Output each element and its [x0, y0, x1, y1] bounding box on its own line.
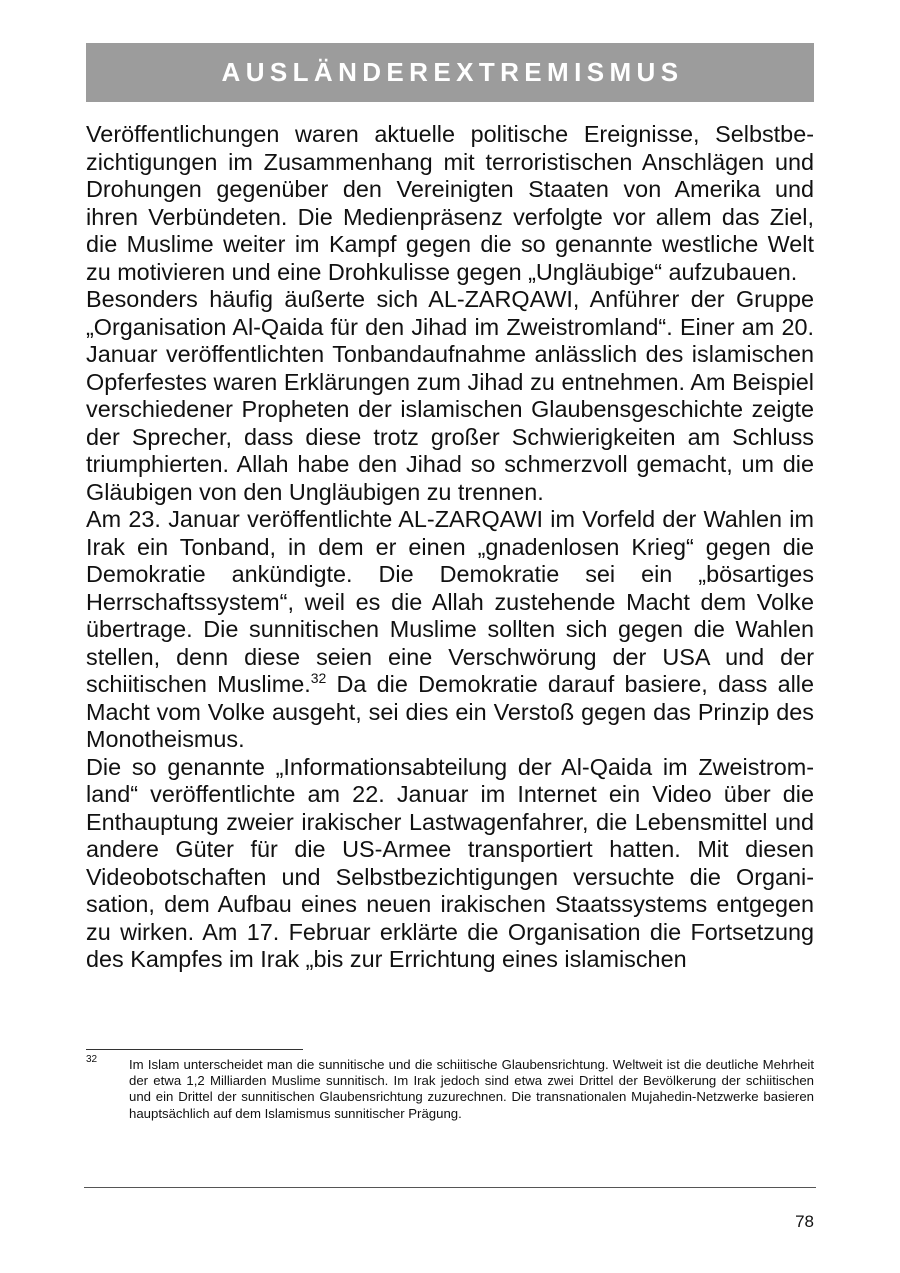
paragraph-2: Besonders häufig äußerte sich AL-ZARQAWI, Anführer der Gruppe „Organisation Al-Qaida für den Jihad im Zweistromland“. Einer am 20. Januar veröffentlichten Tonbandaufnahme anlässlich des islamischen Opferfestes waren Erklärungen zum Jihad zu entnehmen. Am Beispiel verschiedener Propheten der islamischen Glaubensgeschichte zeigte der Sprecher, dass diese trotz großer Schwierigkeiten am Schluss triumphierten. Allah habe den Jihad so schmerzvoll gemacht, um die Gläubigen von den Ungläubigen zu trennen.: [86, 286, 814, 505]
paragraph-3-part-2: Da die Demokratie darauf basiere, dass alle Macht vom Volke ausgeht, sei dies ein Verstoß gegen das Prinzip des Monotheismus.: [86, 671, 814, 752]
paragraph-3: [86, 506, 814, 754]
body-text: [86, 121, 814, 974]
paragraph-1: Veröffentlichungen waren aktuelle politische Ereignisse, Selbstbezichtigungen im Zusammenhang mit terroristischen Anschlägen und Drohungen gegenüber den Vereinigten Staaten von Amerika und ihren Verbündeten. Die Medienpräsenz verfolgte vor allem das Ziel, die Muslime weiter im Kampf gegen die so genannte westliche Welt zu motivieren und eine Drohkulisse gegen „Ungläubige“ aufzubauen.: [86, 121, 814, 285]
footnote-text: Im Islam unterscheidet man die sunnitische und die schiitische Glaubensrichtung. Weltweit ist die deutliche Mehrheit der etwa 1,2 Milliarden Muslime sunnitisch. Im Irak jedoch sind etwa zwei Drittel der Bevölkerung der schiitischen und ein Drittel der sunnitischen Glaubensrichtung zuzurechnen. Die transnationalen Mujahedin-Netzwerke basieren hauptsächlich auf dem Islamismus sunnitischer Prägung.: [129, 1057, 814, 1121]
paragraph-3-part-1: Am 23. Januar veröffentlichte AL-ZARQAWI im Vorfeld der Wahlen im Irak ein Tonband, in dem er einen „gnadenlosen Krieg“ gegen die Demokratie ankündigte. Die Demokratie sei ein „bösartiges Herrschaftssystem“, weil es die Allah zustehende Macht dem Volke übertrage. Die sunnitischen Muslime sollten sich gegen die Wahlen stellen, denn diese seien eine Verschwörung der USA und der schiitischen Muslime.: [86, 506, 814, 697]
chapter-header-band: [86, 43, 814, 102]
paragraph-4: Die so genannte „Informationsabteilung der Al-Qaida im Zweistromland“ veröffentlichte am 22. Januar im Internet ein Video über die Enthauptung zweier irakischer Lastwagenfahrer, die Lebensmittel und andere Güter für die US-Armee transportiert hatten. Mit diesen Videobotschaften und Selbstbezichtigungen versuchte die Organisation, dem Aufbau eines neuen irakischen Staatssystems entgegen zu wirken. Am 17. Februar erklärte die Organisation die Fortsetzung des Kampfes im Irak „bis zur Errichtung eines islamischen: [86, 753, 814, 972]
footnote-divider: [86, 1049, 303, 1050]
page-footer-rule: [84, 1187, 816, 1188]
footnote: [86, 1052, 814, 1122]
footnote-number: 32: [86, 1054, 98, 1065]
footnote-reference[interactable]: 32: [310, 670, 327, 686]
page-number: 78: [795, 1212, 814, 1231]
chapter-title: AUSLÄNDEREXTREMISMUS: [221, 57, 684, 87]
